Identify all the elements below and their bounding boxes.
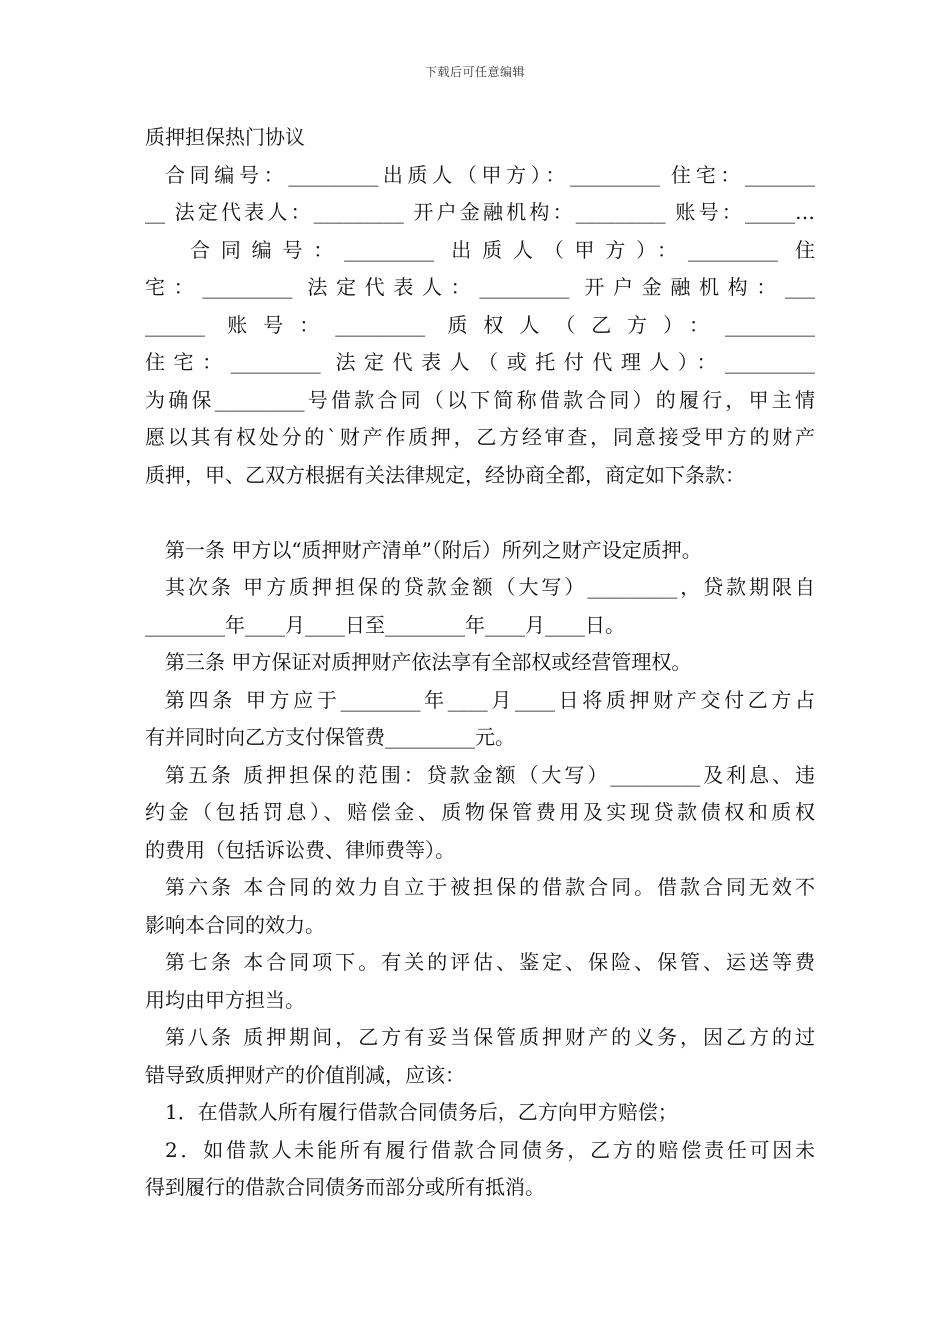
- list-item-1: 1．在借款人所有履行借款合同债务后，乙方向甲方赔偿；: [165, 1100, 678, 1124]
- article-7: 第七条 本合同项下。有关的评估、鉴定、保险、保管、运送等费: [165, 950, 815, 974]
- article-2: 其次条 甲方质押担保的贷款金额（大写）_________，贷款期限自: [165, 575, 815, 599]
- list-item-2-cont: 得到履行的借款合同债务而部分或所有抵消。: [145, 1175, 545, 1199]
- document-body: [145, 119, 815, 1207]
- article-3: 第三条 甲方保证对质押财产依法享有全部权或经营管理权。: [165, 650, 692, 674]
- contract-info-line: 合同编号：_________ 出质人（甲方）：_________ 住: [190, 237, 815, 262]
- contract-info-line: __ 法定代表人：_________ 开户金融机构：_________ 账号：_____…: [145, 200, 815, 224]
- paragraph-spacer: [145, 494, 815, 532]
- page-header-note: 下载后可任意编辑: [424, 65, 525, 79]
- preamble-line: 愿以其有权处分的`财产作质押，乙方经审查，同意接受甲方的财产: [145, 425, 815, 449]
- article-6-cont: 影响本合同的效力。: [145, 912, 325, 937]
- contract-info-line: ______ 账号：_________ 质权人（乙方）：_________: [145, 312, 815, 337]
- article-2-cont: ________年____月____日至________年____月____日。: [145, 612, 625, 637]
- article-8: 第八条 质押期间，乙方有妥当保管质押财产的义务，因乙方的过: [165, 1025, 815, 1049]
- article-1: 第一条 甲方以“质押财产清单”（附后）所列之财产设定质押。: [165, 537, 702, 562]
- article-5-cont: 约金（包括罚息）、赔偿金、质物保管费用及实现贷款债权和质权: [145, 800, 815, 824]
- article-6: 第六条 本合同的效力自立于被担保的借款合同。借款合同无效不: [165, 875, 815, 899]
- article-4: 第四条 甲方应于________年____月____日将质押财产交付乙方占: [165, 687, 815, 712]
- article-8-cont: 错导致质押财产的价值削减，应该：: [145, 1062, 465, 1087]
- contract-info-line: 宅：_________ 法定代表人：_________ 开户金融机构：___: [145, 275, 815, 299]
- list-item-2: 2．如借款人未能所有履行借款合同债务，乙方的赔偿责任可因未: [165, 1137, 815, 1162]
- preamble-line: 质押，甲、乙双方根据有关法律规定，经协商全都，商定如下条款：: [145, 462, 745, 487]
- article-5: 第五条 质押担保的范围：贷款金额（大写）_________及利息、违: [165, 762, 815, 787]
- article-5-cont: 的费用（包括诉讼费、律师费等）。: [145, 837, 455, 862]
- contract-info-line: 住宅：_________ 法定代表人（或托付代理人）：_________: [145, 350, 815, 374]
- document-title: 质押担保热门协议: [145, 125, 305, 149]
- preamble-line: 为确保_________号借款合同（以下简称借款合同）的履行，甲主情: [145, 387, 815, 412]
- contract-info-line: 合同编号：_________出质人（甲方）：_________ 住宅：_______: [165, 162, 815, 187]
- article-7-cont: 用均由甲方担当。: [145, 987, 305, 1012]
- article-4-cont: 有并同时向乙方支付保管费_________元。: [145, 725, 515, 749]
